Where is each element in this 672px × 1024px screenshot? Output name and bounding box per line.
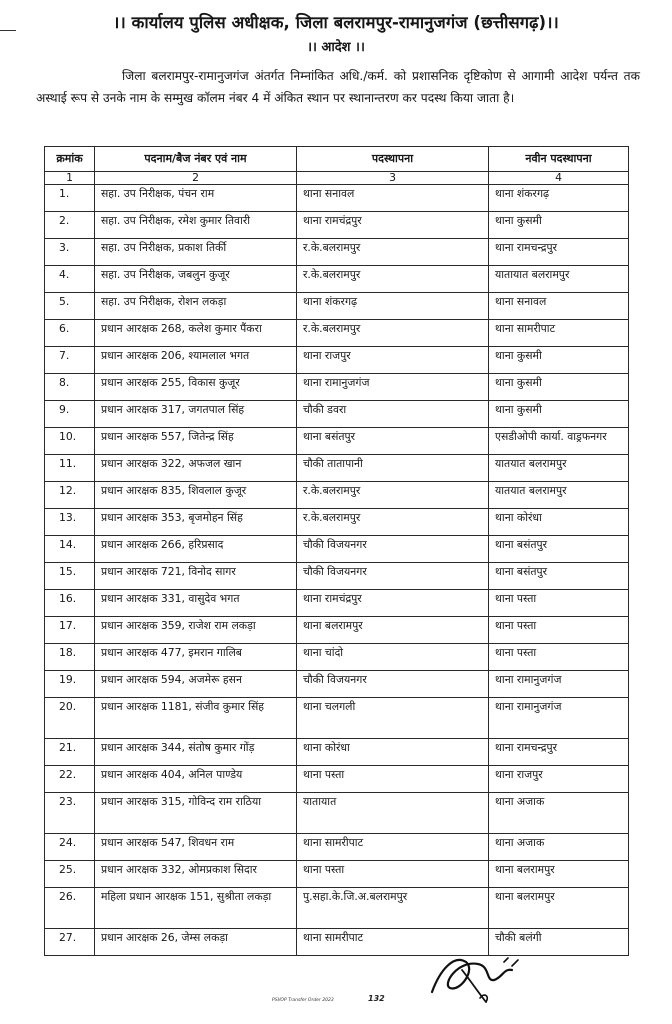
cell-designation-name: प्रधान आरक्षक 322, अफजल खान bbox=[95, 455, 297, 482]
column-number: 4 bbox=[489, 172, 629, 185]
cell-current-posting: चौकी विजयनगर bbox=[297, 563, 489, 590]
cell-designation-name: प्रधान आरक्षक 359, राजेश राम लकड़ा bbox=[95, 617, 297, 644]
cell-serial-no: 10. bbox=[45, 428, 95, 455]
cell-new-posting: यातायात बलरामपुर bbox=[489, 266, 629, 293]
cell-new-posting: थाना अजाक bbox=[489, 793, 629, 834]
cell-designation-name: सहा. उप निरीक्षक, पंचन राम bbox=[95, 185, 297, 212]
cell-designation-name: प्रधान आरक्षक 1181, संजीव कुमार सिंह bbox=[95, 698, 297, 739]
cell-current-posting: र.के.बलरामपुर bbox=[297, 239, 489, 266]
table-row bbox=[45, 239, 629, 266]
column-number: 1 bbox=[45, 172, 95, 185]
cell-serial-no: 19. bbox=[45, 671, 95, 698]
table-row bbox=[45, 509, 629, 536]
column-number: 2 bbox=[95, 172, 297, 185]
cell-designation-name: प्रधान आरक्षक 477, इमरान गालिब bbox=[95, 644, 297, 671]
cell-designation-name: प्रधान आरक्षक 721, विनोद सागर bbox=[95, 563, 297, 590]
order-heading: ।। आदेश ।। bbox=[307, 40, 365, 55]
cell-serial-no: 1. bbox=[45, 185, 95, 212]
cell-designation-name: प्रधान आरक्षक 206, श्यामलाल भगत bbox=[95, 347, 297, 374]
cell-current-posting: चौकी विजयनगर bbox=[297, 536, 489, 563]
cell-current-posting: थाना रामचंद्रपुर bbox=[297, 590, 489, 617]
cell-serial-no: 25. bbox=[45, 861, 95, 888]
cell-designation-name: महिला प्रधान आरक्षक 151, सुश्रीता लकड़ा bbox=[95, 888, 297, 929]
cell-serial-no: 3. bbox=[45, 239, 95, 266]
cell-serial-no: 8. bbox=[45, 374, 95, 401]
cell-new-posting: थाना रामचन्द्रपुर bbox=[489, 239, 629, 266]
cell-designation-name: प्रधान आरक्षक 404, अनिल पाण्डेय bbox=[95, 766, 297, 793]
cell-designation-name: प्रधान आरक्षक 557, जितेन्द्र सिंह bbox=[95, 428, 297, 455]
cell-new-posting: थाना राजपुर bbox=[489, 766, 629, 793]
table-row bbox=[45, 834, 629, 861]
cell-designation-name: प्रधान आरक्षक 317, जगतपाल सिंह bbox=[95, 401, 297, 428]
table-row bbox=[45, 266, 629, 293]
cell-designation-name: प्रधान आरक्षक 547, शिवधन राम bbox=[95, 834, 297, 861]
table-row bbox=[45, 482, 629, 509]
cell-current-posting: थाना चलगली bbox=[297, 698, 489, 739]
cell-new-posting: थाना कुसमी bbox=[489, 212, 629, 239]
cell-new-posting: चौकी बलंगी bbox=[489, 929, 629, 956]
table-row bbox=[45, 401, 629, 428]
cell-serial-no: 12. bbox=[45, 482, 95, 509]
header-current-posting: पदस्थापना bbox=[297, 147, 489, 172]
cell-new-posting: थाना बलरामपुर bbox=[489, 888, 629, 929]
cell-designation-name: सहा. उप निरीक्षक, प्रकाश तिर्की bbox=[95, 239, 297, 266]
table-row bbox=[45, 888, 629, 929]
page-number: 132 bbox=[368, 994, 385, 1003]
cell-current-posting: थाना रामचंद्रपुर bbox=[297, 212, 489, 239]
column-number: 3 bbox=[297, 172, 489, 185]
cell-serial-no: 15. bbox=[45, 563, 95, 590]
cell-designation-name: प्रधान आरक्षक 26, जेम्स लकड़ा bbox=[95, 929, 297, 956]
cell-serial-no: 17. bbox=[45, 617, 95, 644]
cell-current-posting: र.के.बलरामपुर bbox=[297, 509, 489, 536]
cell-new-posting: यातयात बलरामपुर bbox=[489, 482, 629, 509]
table-body bbox=[45, 172, 629, 956]
cell-serial-no: 14. bbox=[45, 536, 95, 563]
cell-designation-name: प्रधान आरक्षक 835, शिवलाल कुजूर bbox=[95, 482, 297, 509]
cell-serial-no: 7. bbox=[45, 347, 95, 374]
table-row bbox=[45, 590, 629, 617]
cell-new-posting: थाना कुसमी bbox=[489, 347, 629, 374]
table-row bbox=[45, 293, 629, 320]
cell-current-posting: थाना बलरामपुर bbox=[297, 617, 489, 644]
table-row bbox=[45, 671, 629, 698]
footer-note: PSI/OP Transfer Order 2023 bbox=[272, 998, 334, 1003]
cell-current-posting: थाना कोरंधा bbox=[297, 739, 489, 766]
cell-current-posting: र.के.बलरामपुर bbox=[297, 320, 489, 347]
cell-new-posting: थाना शंकरगढ़ bbox=[489, 185, 629, 212]
table-row bbox=[45, 793, 629, 834]
cell-designation-name: प्रधान आरक्षक 268, कलेश कुमार पैंकरा bbox=[95, 320, 297, 347]
cell-serial-no: 6. bbox=[45, 320, 95, 347]
table-row bbox=[45, 536, 629, 563]
cell-new-posting: थाना पस्ता bbox=[489, 644, 629, 671]
cell-serial-no: 18. bbox=[45, 644, 95, 671]
cell-serial-no: 2. bbox=[45, 212, 95, 239]
cell-new-posting: थाना बसंतपुर bbox=[489, 563, 629, 590]
cell-current-posting: थाना पस्ता bbox=[297, 861, 489, 888]
cell-designation-name: प्रधान आरक्षक 255, विकास कुजूर bbox=[95, 374, 297, 401]
table-row bbox=[45, 185, 629, 212]
cell-designation-name: सहा. उप निरीक्षक, रोशन लकड़ा bbox=[95, 293, 297, 320]
cell-new-posting: थाना अजाक bbox=[489, 834, 629, 861]
cell-new-posting: थाना कुसमी bbox=[489, 374, 629, 401]
edge-mark bbox=[0, 30, 16, 31]
cell-designation-name: सहा. उप निरीक्षक, रमेश कुमार तिवारी bbox=[95, 212, 297, 239]
cell-new-posting: थाना सामरीपाट bbox=[489, 320, 629, 347]
cell-designation-name: प्रधान आरक्षक 344, संतोष कुमार गोंड़ bbox=[95, 739, 297, 766]
table-row bbox=[45, 455, 629, 482]
cell-new-posting: थाना पस्ता bbox=[489, 617, 629, 644]
cell-current-posting: थाना पस्ता bbox=[297, 766, 489, 793]
header-designation-name: पदनाम/बैज नंबर एवं नाम bbox=[95, 147, 297, 172]
cell-new-posting: थाना कुसमी bbox=[489, 401, 629, 428]
cell-new-posting: थाना सनावल bbox=[489, 293, 629, 320]
table-row bbox=[45, 766, 629, 793]
cell-new-posting: थाना रामानुजगंज bbox=[489, 671, 629, 698]
cell-new-posting: थाना रामचन्द्रपुर bbox=[489, 739, 629, 766]
cell-current-posting: र.के.बलरामपुर bbox=[297, 266, 489, 293]
cell-current-posting: थाना सामरीपाट bbox=[297, 834, 489, 861]
cell-current-posting: थाना रामानुजगंज bbox=[297, 374, 489, 401]
cell-new-posting: थाना पस्ता bbox=[489, 590, 629, 617]
table-row bbox=[45, 563, 629, 590]
office-title: ।। कार्यालय पुलिस अधीक्षक, जिला बलरामपुर-रामानुजगंज (छत्तीसगढ़)।। bbox=[113, 13, 559, 32]
cell-serial-no: 22. bbox=[45, 766, 95, 793]
cell-designation-name: प्रधान आरक्षक 332, ओमप्रकाश सिदार bbox=[95, 861, 297, 888]
cell-serial-no: 26. bbox=[45, 888, 95, 929]
cell-current-posting: थाना चांदो bbox=[297, 644, 489, 671]
cell-serial-no: 20. bbox=[45, 698, 95, 739]
cell-designation-name: प्रधान आरक्षक 315, गोविन्द राम राठिया bbox=[95, 793, 297, 834]
cell-serial-no: 21. bbox=[45, 739, 95, 766]
table-header-row bbox=[45, 147, 629, 172]
cell-current-posting: थाना राजपुर bbox=[297, 347, 489, 374]
table-row bbox=[45, 320, 629, 347]
transfer-table bbox=[44, 146, 629, 956]
cell-designation-name: प्रधान आरक्षक 594, अजमेरू हसन bbox=[95, 671, 297, 698]
cell-new-posting: थाना बलरामपुर bbox=[489, 861, 629, 888]
cell-serial-no: 9. bbox=[45, 401, 95, 428]
cell-serial-no: 11. bbox=[45, 455, 95, 482]
cell-current-posting: र.के.बलरामपुर bbox=[297, 482, 489, 509]
table-row bbox=[45, 929, 629, 956]
table-row bbox=[45, 861, 629, 888]
column-number-row bbox=[45, 172, 629, 185]
cell-designation-name: प्रधान आरक्षक 353, बृजमोहन सिंह bbox=[95, 509, 297, 536]
header-serial-no: क्रमांक bbox=[45, 147, 95, 172]
cell-current-posting: पु.सहा.के.जि.अ.बलरामपुर bbox=[297, 888, 489, 929]
cell-current-posting: चौकी तातापानी bbox=[297, 455, 489, 482]
table-row bbox=[45, 347, 629, 374]
cell-designation-name: प्रधान आरक्षक 331, वासुदेव भगत bbox=[95, 590, 297, 617]
table-row bbox=[45, 617, 629, 644]
cell-serial-no: 16. bbox=[45, 590, 95, 617]
cell-new-posting: थाना बसंतपुर bbox=[489, 536, 629, 563]
table-row bbox=[45, 644, 629, 671]
cell-current-posting: चौकी डवरा bbox=[297, 401, 489, 428]
cell-serial-no: 24. bbox=[45, 834, 95, 861]
cell-new-posting: थाना कोरंधा bbox=[489, 509, 629, 536]
header-new-posting: नवीन पदस्थापना bbox=[489, 147, 629, 172]
cell-serial-no: 23. bbox=[45, 793, 95, 834]
signature-image bbox=[420, 940, 530, 1010]
cell-current-posting: थाना बसंतपुर bbox=[297, 428, 489, 455]
cell-serial-no: 5. bbox=[45, 293, 95, 320]
order-intro-paragraph: जिला बलरामपुर-रामानुजगंज अंतर्गत निम्नांकित अधि./कर्म. को प्रशासनिक दृष्टिकोण से आगामी आदेश पर्यन्त तक अस्थाई रूप से उनके नाम के सम्मुख कॉलम नंबर 4 में अंकित स्थान पर स्थानान्तरण कर पदस्थ किया जाता है। bbox=[36, 69, 640, 105]
cell-current-posting: यातायात bbox=[297, 793, 489, 834]
cell-designation-name: सहा. उप निरीक्षक, जबलुन कुजूर bbox=[95, 266, 297, 293]
cell-new-posting: यातयात बलरामपुर bbox=[489, 455, 629, 482]
cell-current-posting: थाना शंकरगढ़ bbox=[297, 293, 489, 320]
cell-serial-no: 27. bbox=[45, 929, 95, 956]
cell-serial-no: 4. bbox=[45, 266, 95, 293]
cell-new-posting: थाना रामानुजगंज bbox=[489, 698, 629, 739]
table-row bbox=[45, 739, 629, 766]
table-row bbox=[45, 698, 629, 739]
cell-designation-name: प्रधान आरक्षक 266, हरिप्रसाद bbox=[95, 536, 297, 563]
table-row bbox=[45, 428, 629, 455]
cell-serial-no: 13. bbox=[45, 509, 95, 536]
table-row bbox=[45, 374, 629, 401]
cell-current-posting: थाना सनावल bbox=[297, 185, 489, 212]
cell-current-posting: चौकी विजयनगर bbox=[297, 671, 489, 698]
table-row bbox=[45, 212, 629, 239]
cell-current-posting: थाना सामरीपाट bbox=[297, 929, 489, 956]
cell-new-posting: एसडीओपी कार्या. वाड्रफनगर bbox=[489, 428, 629, 455]
